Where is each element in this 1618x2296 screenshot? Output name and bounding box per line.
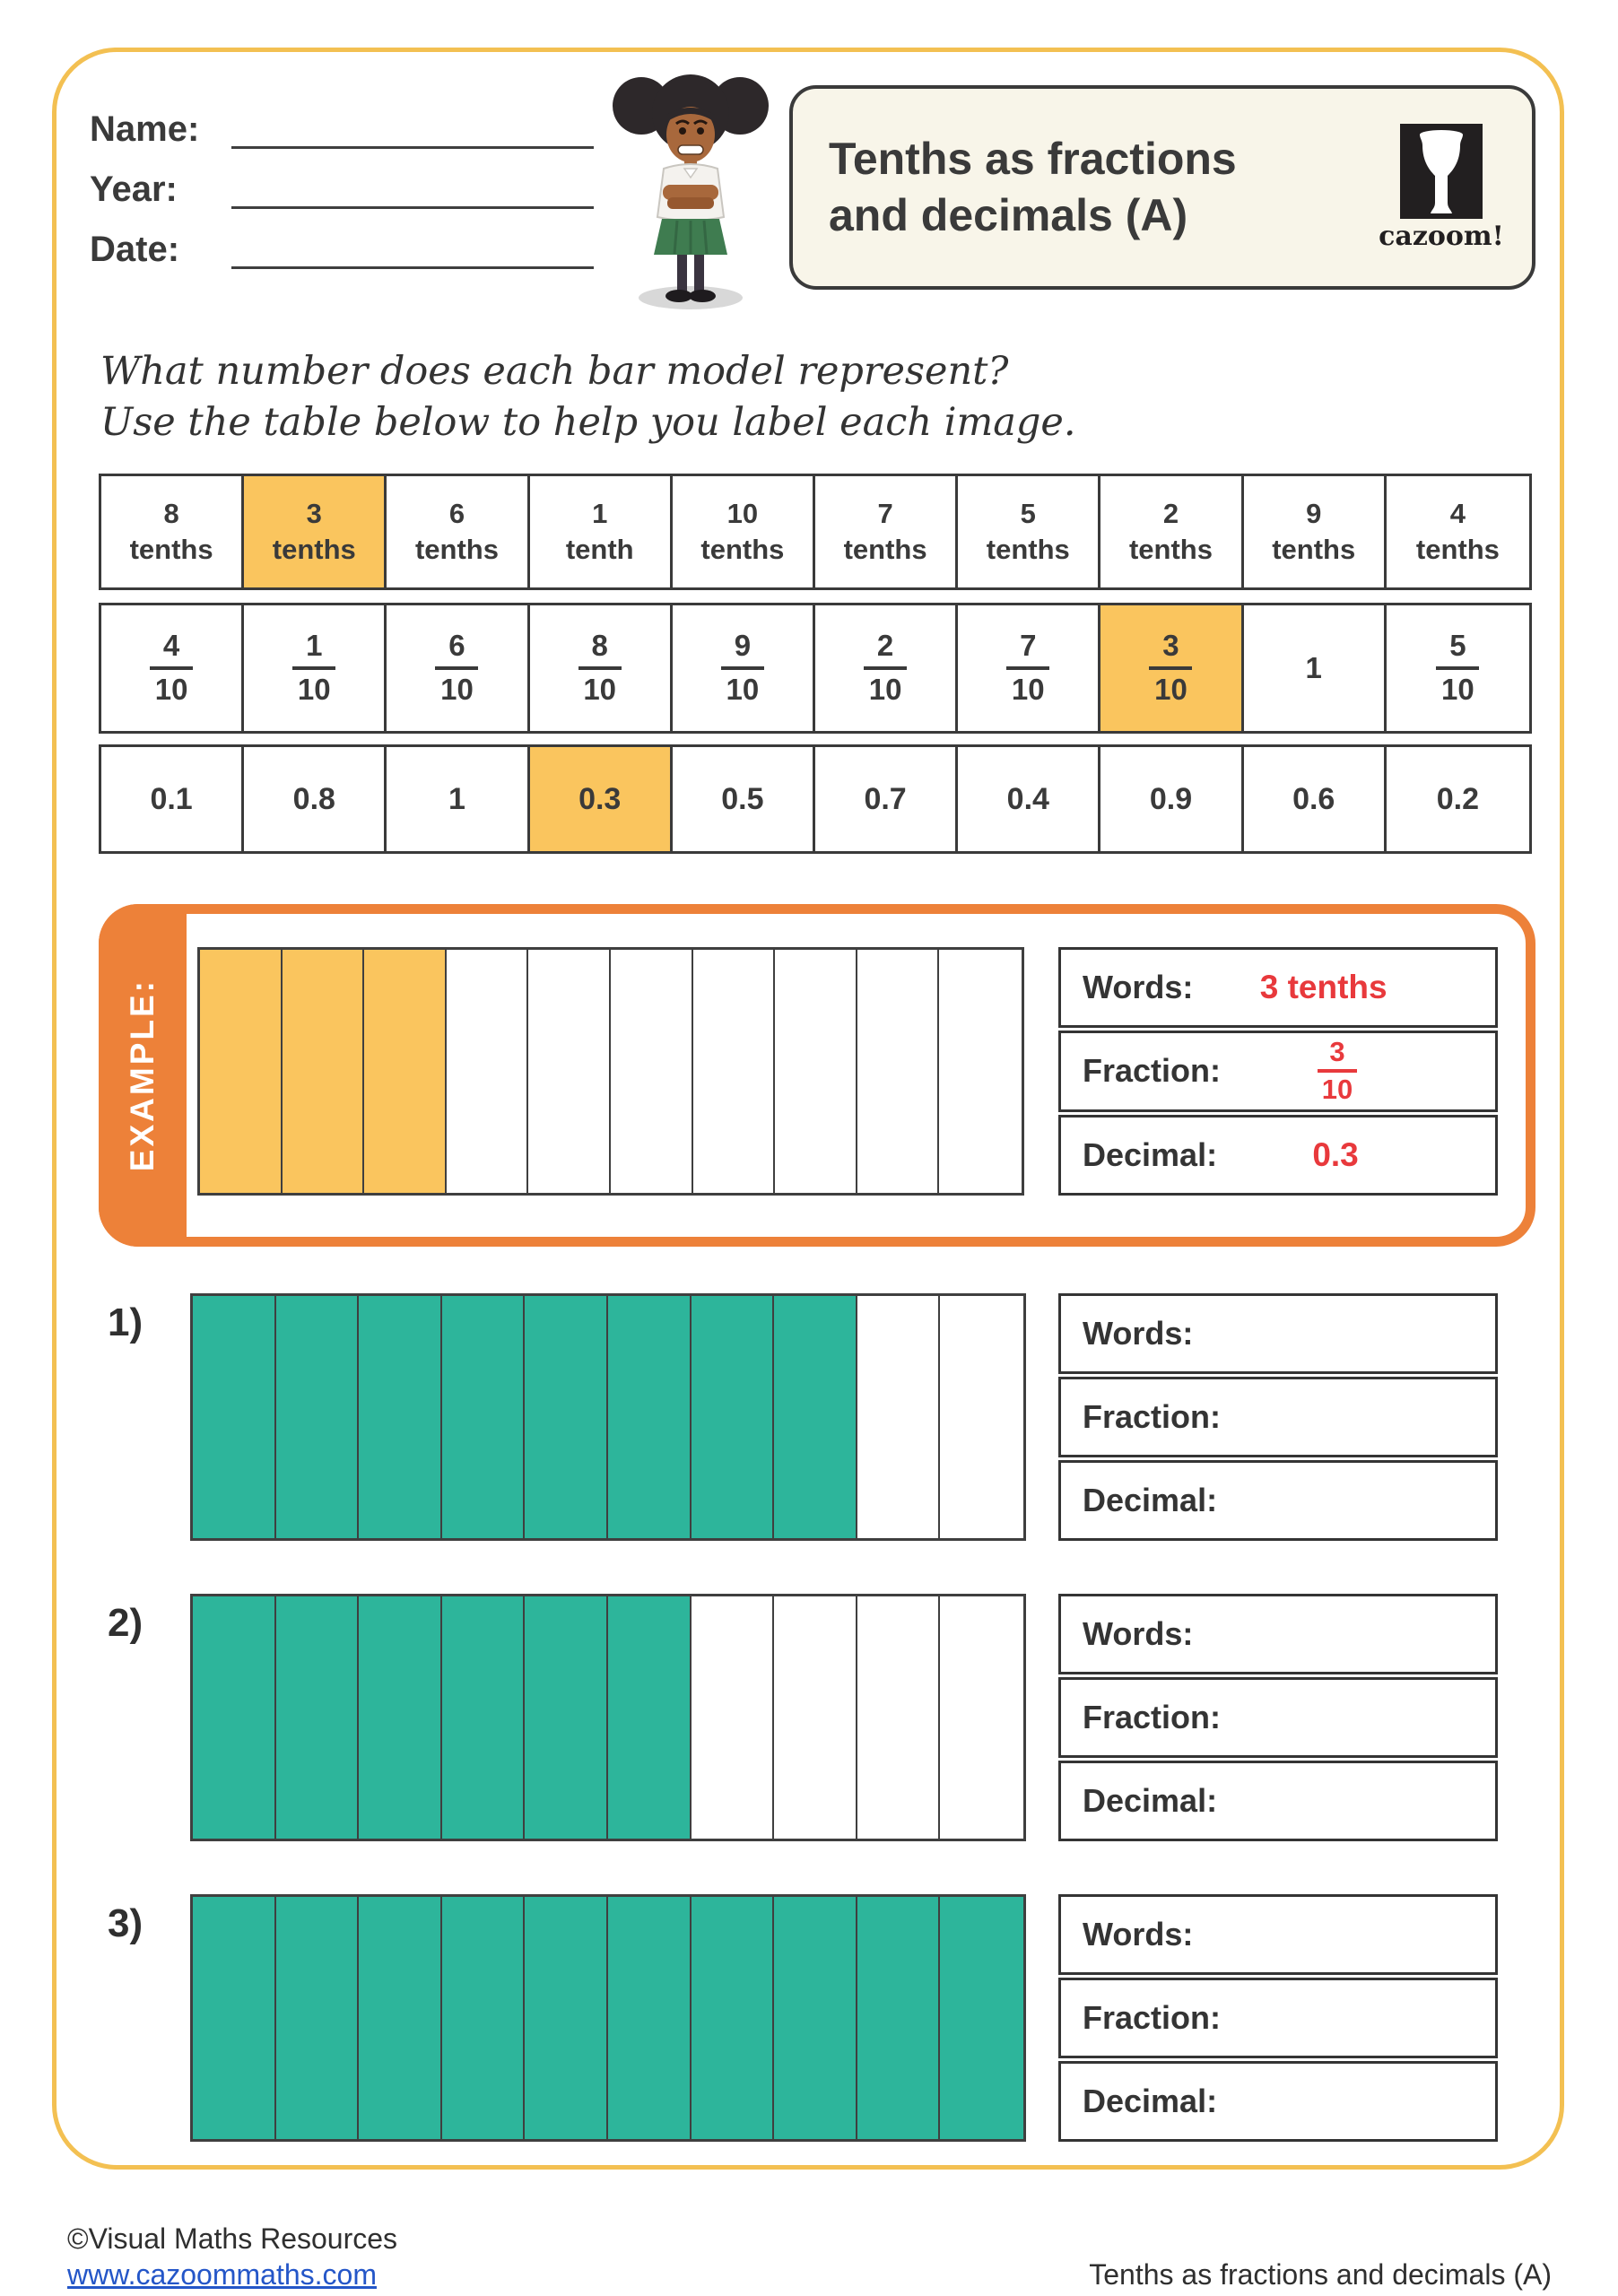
bar-cell [283,950,365,1193]
table-cell-words-highlighted: 3 tenths [244,476,387,587]
bar-cell [276,1897,360,2139]
table-cell-decimal: 0.2 [1436,781,1480,816]
bar-cell [442,1296,526,1538]
bar-cell [692,1296,775,1538]
cazoom-logo [1374,124,1509,252]
date-write-line[interactable] [231,226,594,269]
example-words-row: Words: 3 tenths [1058,947,1498,1028]
table-cell-decimal: 0.9 [1100,747,1243,851]
table-cell-decimal: 1 [387,747,529,851]
example-decimal-answer: 0.3 [1312,1135,1359,1173]
bar-cell [774,1897,857,2139]
problem-1-bar-model [190,1293,1026,1541]
bar-cell [857,950,940,1193]
bar-cell [442,1897,526,2139]
bar-cell [525,1596,608,1839]
decimal-row: Decimal: [1058,2061,1498,2142]
example-answer-box [1058,947,1498,1196]
bar-cell [857,1897,941,2139]
words-row: Words: [1058,1894,1498,1975]
worksheet-title-box [789,85,1535,290]
table-cell-words: 4 tenths [1415,497,1500,565]
words-row: Words: [1058,1293,1498,1374]
bar-cell [276,1296,360,1538]
bar-cell [608,1596,692,1839]
bar-cell [200,950,283,1193]
bar-cell [528,950,611,1193]
bar-cell [692,1897,775,2139]
problem-2-number: 2) [108,1601,144,1645]
bar-cell [359,1296,442,1538]
example-fraction-row: Fraction: $\frac{3}{10}$ [1058,1031,1498,1111]
problem-2-answer-box [1058,1594,1498,1841]
table-cell-decimal-highlighted: 0.3 [530,747,673,851]
bar-cell [775,950,857,1193]
table-cell-words: 7 tenths [815,476,958,587]
bar-cell [940,1897,1023,2139]
bar-cell [693,950,776,1193]
bar-cell [608,1296,692,1538]
table-cell-decimal: 0.1 [101,747,244,851]
year-field [90,166,594,209]
table-cell-fraction: $\frac{1}{10}$ [244,605,387,731]
table-cell-decimal: 0.5 [673,747,815,851]
bar-cell [525,1296,608,1538]
lookup-table-decimal-row [99,744,1532,854]
table-cell-fraction: $\frac{8}{10}$ [530,605,673,731]
example-section [99,904,1535,1247]
fraction-row: Fraction: [1058,1677,1498,1758]
copyright-text: ©Visual Maths Resources [67,2222,398,2255]
bar-cell [774,1596,857,1839]
bar-cell [774,1296,857,1538]
date-field [90,226,594,269]
lookup-table-fraction-row [99,603,1532,734]
table-cell-decimal: 0.7 [815,747,958,851]
bar-cell [857,1596,941,1839]
bar-cell [692,1596,775,1839]
table-cell-words: 1 tenth [530,476,673,587]
problem-3-answer-box [1058,1894,1498,2142]
girl-mascot-illustration [592,63,789,314]
bar-cell [939,950,1022,1193]
date-label: Date: [90,230,180,269]
cazoom-logo-text: cazoom! [1379,220,1504,252]
table-cell-fraction: $\frac{7}{10}$ [958,605,1100,731]
decimal-row: Decimal: [1058,1460,1498,1541]
cazoom-drum-icon [1400,124,1483,219]
decimal-row: Decimal: [1058,1761,1498,1841]
name-field [90,106,594,149]
table-cell-words: 10 tenths [673,476,815,587]
table-cell-words: 5 tenths [958,476,1100,587]
example-decimal-row: Decimal: 0.3 [1058,1115,1498,1196]
bar-cell [193,1897,276,2139]
example-tab: EXAMPLE: [99,904,187,1247]
bar-cell [193,1596,276,1839]
problem-2-bar-model [190,1594,1026,1841]
table-cell-fraction: $\frac{2}{10}$ [815,605,958,731]
table-cell-whole-number: 1 [1244,605,1387,731]
bar-cell [442,1596,526,1839]
table-cell-fraction-highlighted: $\frac{3}{10}$ [1100,605,1243,731]
bar-cell [940,1296,1023,1538]
year-write-line[interactable] [231,166,594,209]
cazoommaths-link[interactable]: www.cazoommaths.com [67,2258,377,2291]
bar-cell [447,950,529,1193]
table-cell-fraction: $\frac{5}{10}$ [1387,605,1529,731]
bar-cell [940,1596,1023,1839]
bar-cell [359,1897,442,2139]
footer-doc-title: Tenths as fractions and decimals (A) [1089,2258,1552,2291]
table-cell-fraction: $\frac{9}{10}$ [673,605,815,731]
fraction-row: Fraction: [1058,1978,1498,2058]
example-words-answer: 3 tenths [1259,969,1387,1006]
table-cell-words: 2 tenths [1100,476,1243,587]
example-fraction-answer: $\frac{3}{10}$ [1221,1038,1495,1105]
problem-3-number: 3) [108,1901,144,1945]
bar-cell [608,1897,692,2139]
table-cell-words: 8 tenths [101,476,244,587]
bar-cell [359,1596,442,1839]
problem-3-bar-model [190,1894,1026,2142]
table-cell-words: 6 tenths [387,476,529,587]
example-bar-model [197,947,1024,1196]
bar-cell [193,1296,276,1538]
fraction-row: Fraction: [1058,1377,1498,1457]
bar-cell [857,1296,941,1538]
bar-cell [276,1596,360,1839]
problem-1-answer-box [1058,1293,1498,1541]
table-cell-fraction: $\frac{6}{10}$ [387,605,529,731]
words-row: Words: [1058,1594,1498,1674]
name-label: Name: [90,109,200,149]
name-write-line[interactable] [231,106,594,149]
worksheet-title: Tenths as fractions and decimals (A) [829,134,1237,240]
table-cell-fraction: $\frac{4}{10}$ [101,605,244,731]
table-cell-decimal: 0.8 [244,747,387,851]
bar-cell [364,950,447,1193]
table-cell-decimal: 0.6 [1244,747,1387,851]
problem-1-number: 1) [108,1300,144,1344]
lookup-table-words-row [99,474,1532,590]
bar-cell [525,1897,608,2139]
year-label: Year: [90,170,178,209]
table-cell-words: 9 tenths [1244,476,1387,587]
bar-cell [611,950,693,1193]
instruction-text: What number does each bar model represent? Use the table below to help you label each image. [100,349,1076,445]
table-cell-decimal: 0.4 [958,747,1100,851]
